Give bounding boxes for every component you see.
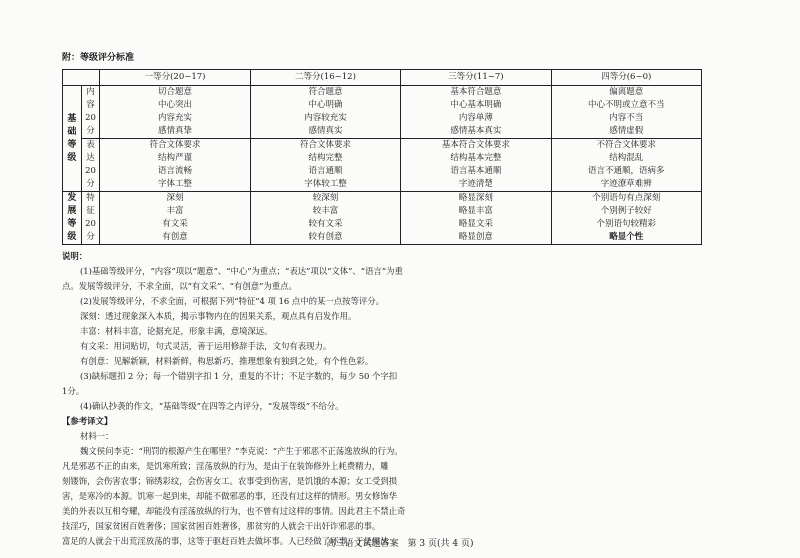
- translation-line: 美的外表以互相夸耀，却能没有淫荡放纵的行为，也不曾有过这样的事情。因此君主不禁止奇: [62, 506, 406, 516]
- translation-line: 魏文侯问李克：“刑罚的根源产生在哪里？”李克说：“产生于邪恶不正荡逸放纵的行为。: [80, 446, 403, 456]
- section-title: 附：等级评分标准: [62, 53, 135, 63]
- table-row: [63, 139, 702, 192]
- table-cell: 符合题意 中心明确 内容较充实 感情真实: [250, 86, 400, 139]
- note-line: (1)基础等级评分，“内容”项以“题意”、“中心”为重点；“表达”项以“文体”、“语言”为重: [80, 266, 403, 276]
- table-cell: 较深刻 较丰富 较有文采 较有创意: [250, 192, 400, 245]
- table-cell: 不符合文体要求 结构混乱 语言不通顺，语病多 字迹潦草难辨: [551, 139, 701, 192]
- row-label: 内 容 20 分: [81, 86, 100, 139]
- table-cell: 深刻 丰富 有文采 有创意: [100, 192, 250, 245]
- table-cell: 略显深刻 略显丰富 略显文采 略显创意: [401, 192, 551, 245]
- note-line: 深刻：透过现象深入本质，揭示事物内在的因果关系，观点具有启发作用。: [80, 311, 357, 321]
- header-cell: 一等分(20~17): [100, 70, 250, 86]
- translation-line: 技淫巧，国家贫困百姓奢侈；国家贫困百姓奢侈，那贫穷的人就会干出奸诈邪恶的事。: [62, 521, 381, 531]
- note-line: 1分。: [62, 386, 85, 396]
- translation-line: 刻镂饰，会伤害农事；锦绣彩纹，会伤害女工。农事受到伤害，是饥饿的本源；女工受到损: [62, 476, 397, 486]
- group-label-basic: 基 础 等 级: [63, 86, 82, 192]
- note-line: 有创意：见解新颖，材料新鲜，构思新巧，推理想象有独到之处，有个性色彩。: [80, 356, 374, 366]
- corner-cell: [63, 70, 100, 86]
- table-row: [63, 86, 702, 139]
- note-line: (2)发展等级评分，不求全面，可根据下列“特征”4 项 16 点中的某一点按等评分。: [80, 296, 385, 306]
- header-cell: 三等分(11~7): [401, 70, 551, 86]
- table-cell: 符合文体要求 结构完整 语言通顺 字体较工整: [250, 139, 400, 192]
- translation-line: 凡是邪恶不正的由来，是饥寒所致；淫荡放纵的行为，是由于在装饰修外上耗费精力，雕: [62, 461, 389, 471]
- translation-line: 富足的人就会干出荒淫放荡的事，这等于驱赶百姓去做坏事。人已经做了坏事，于是用法: [62, 536, 389, 546]
- page-footer: 高三语文试题答案 第 3 页(共 4 页): [326, 539, 474, 549]
- note-line: 丰富：材料丰富，论据充足，形象丰满，意境深远。: [80, 326, 273, 336]
- table-cell: 符合文体要求 结构严谨 语言流畅 字体工整: [100, 139, 250, 192]
- table-cell: 切合题意 中心突出 内容充实 感情真挚: [100, 86, 250, 139]
- document-body: [62, 50, 732, 549]
- grading-table: [62, 69, 702, 245]
- note-line: 有文采：用词贴切，句式灵活，善于运用修辞手法，文句有表现力。: [80, 341, 332, 351]
- translation-heading: 【参考译文】: [62, 416, 113, 426]
- table-header-row: [63, 70, 702, 86]
- group-label-dev: 发 展 等 级: [63, 192, 82, 245]
- row-label: 表 达 20 分: [81, 139, 100, 192]
- header-cell: 二等分(16~12): [250, 70, 400, 86]
- material-label: 材料一：: [80, 431, 114, 441]
- notes-section: [62, 249, 712, 549]
- table-cell: 基本符合题意 中心基本明确 内容单薄 感情基本真实: [401, 86, 551, 139]
- table-row: [63, 192, 702, 245]
- table-cell: 个别语句有点深刻 个别例子较好 个别语句较精彩 略显个性: [551, 192, 701, 245]
- header-cell: 四等分(6~0): [551, 70, 701, 86]
- table-cell: 基本符合文体要求 结构基本完整 语言基本通顺 字迹清楚: [401, 139, 551, 192]
- notes-heading: 说明：: [62, 251, 88, 261]
- table-cell: 偏离题意 中心不明或立意不当 内容不当 感情虚假: [551, 86, 701, 139]
- note-line: (4)确认抄袭的作文，“基础等级”在四等之内评分，“发展等级”不给分。: [80, 401, 344, 411]
- note-line: (3)缺标题扣 2 分；每一个错别字扣 1 分，重复的不计；不足字数的，每少 50 个字扣: [80, 371, 398, 381]
- note-line: 点。发展等级评分，不求全面，以“有文采”、“有创意”为重点。: [62, 281, 297, 291]
- row-label: 特 征 20 分: [81, 192, 100, 245]
- translation-line: 害，是寒冷的本源。饥寒一起到来，却能不做邪恶的事，还没有过这样的情形。男女修饰华: [62, 491, 397, 501]
